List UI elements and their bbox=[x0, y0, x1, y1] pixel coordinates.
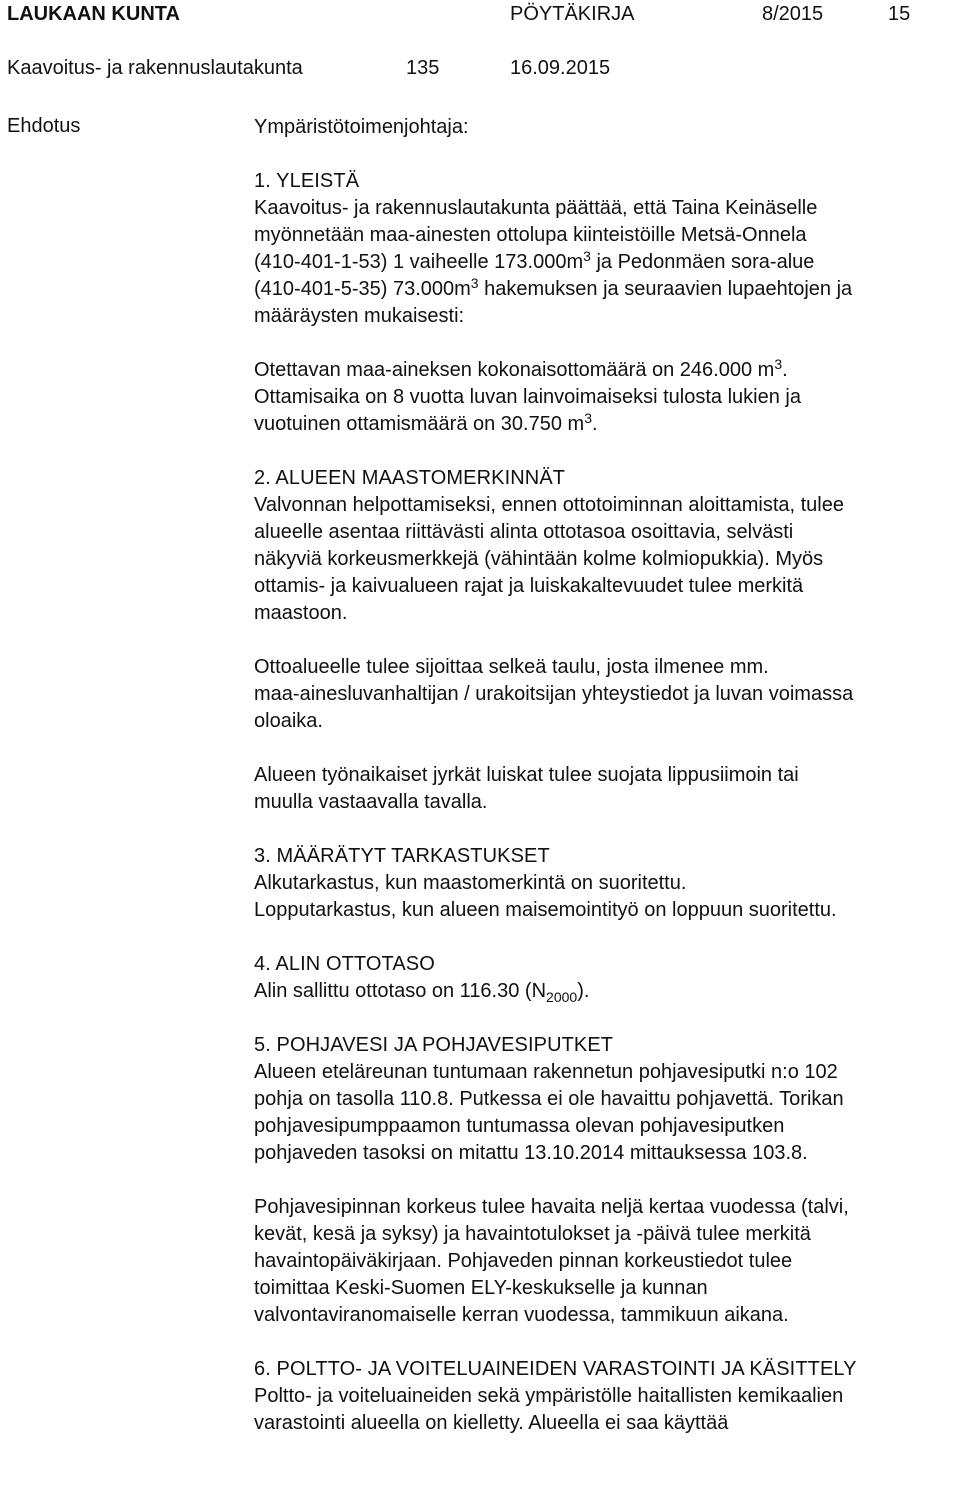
proposer: Ympäristötoimenjohtaja: bbox=[254, 116, 469, 138]
s5-p2-line: valvontaviranomaiselle kerran vuodessa, tammikuun aikana. bbox=[254, 1304, 789, 1326]
s1-line-3: (410-401-1-53) 1 vaiheelle $173.000m^3$ ja Pedonmäen sora-alue bbox=[254, 248, 815, 273]
s6-line-1: Poltto- ja voiteluaineiden sekä ympäristölle haitallisten kemikaalien bbox=[254, 1385, 844, 1407]
section-number: 135 bbox=[406, 57, 440, 79]
s2-p3-line: Alueen työnaikaiset jyrkät luiskat tulee suojata lippusiimoin tai bbox=[254, 764, 799, 786]
s2-p3-line: muulla vastaavalla tavalla. bbox=[254, 791, 488, 813]
s5-p1-line: pohjavesipumppaamon tuntumassa olevan pohjavesiputken bbox=[254, 1115, 785, 1137]
s5-p2-line: Pohjavesipinnan korkeus tulee havaita neljä kertaa vuodessa (talvi, bbox=[254, 1196, 849, 1218]
s2-p1-line: maastoon. bbox=[254, 602, 348, 624]
page-number: 15 bbox=[888, 3, 911, 25]
s1-line-5: määräysten mukaisesti: bbox=[254, 305, 465, 327]
s2-p2-line: oloaika. bbox=[254, 710, 323, 732]
meeting-date: 16.09.2015 bbox=[510, 57, 611, 79]
section-4-heading: 4. ALIN OTTOTASO bbox=[254, 953, 435, 975]
s5-p2-line: toimittaa Keski-Suomen ELY-keskukselle ja kunnan bbox=[254, 1277, 708, 1299]
s5-p2-line: havaintopäiväkirjaan. Pohjaveden pinnan korkeustiedot tulee bbox=[254, 1250, 793, 1272]
s5-p1-line: pohjaveden tasoksi on mitattu 13.10.2014 mittauksessa 103.8. bbox=[254, 1142, 808, 1164]
s2-p2-line: Ottoalueelle tulee sijoittaa selkeä taulu, josta ilmenee mm. bbox=[254, 656, 769, 678]
s5-p1-line: Alueen eteläreunan tuntumaan rakennetun pohjavesiputki n:o 102 bbox=[254, 1061, 838, 1083]
section-6-heading: 6. POLTTO- JA VOITELUAINEIDEN VARASTOINTI JA KÄSITTELY bbox=[254, 1358, 857, 1380]
municipality-name: LAUKAAN KUNTA bbox=[7, 3, 180, 25]
s6-line-2: varastointi alueella on kielletty. Alueella ei saa käyttää bbox=[254, 1412, 729, 1434]
s2-p2-line: maa-ainesluvanhaltijan / urakoitsijan yhteystiedot ja luvan voimassa bbox=[254, 683, 854, 705]
s2-p1-line: alueelle asentaa riittävästi alinta ottotasoa osoittavia, selvästi bbox=[254, 521, 794, 543]
document-number: 8/2015 bbox=[762, 3, 824, 25]
s1-line-2: myönnetään maa-ainesten ottolupa kiinteistöille Metsä-Onnela bbox=[254, 224, 807, 246]
s4-line-1: Alin sallittu ottotaso on 116.30 $(N_{2000})$. bbox=[254, 980, 590, 1005]
proposal-body bbox=[254, 114, 954, 1437]
s1-line-8: vuotuinen ottamismäärä on 30.750 $m^3$. bbox=[254, 410, 598, 435]
document-type: PÖYTÄKIRJA bbox=[510, 3, 635, 25]
s1-line-4: (410-401-5-35) $73.000m^3$ hakemuksen ja seuraavien lupaehtojen ja bbox=[254, 275, 853, 300]
header-row-2 bbox=[7, 56, 942, 80]
s2-p1-line: näkyviä korkeusmerkkejä (vähintään kolme kolmiopukkia). Myös bbox=[254, 548, 824, 570]
proposal-label: Ehdotus bbox=[7, 115, 81, 137]
s5-p1-line: pohja on tasolla 110.8. Putkessa ei ole havaittu pohjavettä. Torikan bbox=[254, 1088, 844, 1110]
section-5-heading: 5. POHJAVESI JA POHJAVESIPUTKET bbox=[254, 1034, 614, 1056]
s1-line-7: Ottamisaika on 8 vuotta luvan lainvoimaiseksi tulosta lukien ja bbox=[254, 386, 801, 408]
s1-line-6: Otettavan maa-aineksen kokonaisottomäärä on 246.000 $m^3$. bbox=[254, 356, 788, 381]
section-2-heading: 2. ALUEEN MAASTOMERKINNÄT bbox=[254, 467, 566, 489]
committee-name: Kaavoitus- ja rakennuslautakunta bbox=[7, 57, 303, 79]
header-row-1 bbox=[7, 2, 942, 26]
section-1-heading: 1. YLEISTÄ bbox=[254, 170, 360, 192]
s1-line-1: Kaavoitus- ja rakennuslautakunta päättää, että Taina Keinäselle bbox=[254, 197, 818, 219]
s2-p1-line: Valvonnan helpottamiseksi, ennen ottotoiminnan aloittamista, tulee bbox=[254, 494, 844, 516]
s5-p2-line: kevät, kesä ja syksy) ja havaintotulokset ja -päivä tulee merkitä bbox=[254, 1223, 811, 1245]
s3-line-1: Alkutarkastus, kun maastomerkintä on suoritettu. bbox=[254, 872, 687, 894]
s2-p1-line: ottamis- ja kaivualueen rajat ja luiskakaltevuudet tulee merkitä bbox=[254, 575, 804, 597]
s3-line-2: Lopputarkastus, kun alueen maisemointityö on loppuun suoritettu. bbox=[254, 899, 837, 921]
section-3-heading: 3. MÄÄRÄTYT TARKASTUKSET bbox=[254, 845, 550, 867]
